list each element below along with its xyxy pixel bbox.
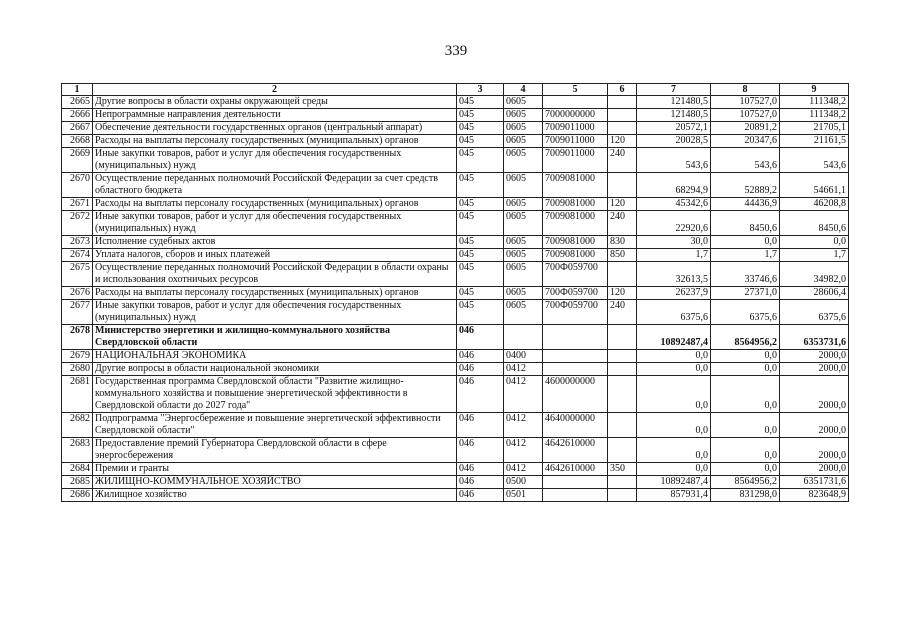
table-row — [62, 262, 849, 287]
code-type-cell — [608, 476, 637, 489]
code-target-cell: 7009011000 — [543, 148, 608, 173]
code-target-cell: 7009081000 — [543, 249, 608, 262]
amount-year3-cell: 2000,0 — [780, 376, 849, 413]
row-number-cell: 2676 — [62, 287, 93, 300]
code-type-cell: 120 — [608, 198, 637, 211]
code-section-cell: 0605 — [504, 122, 543, 135]
row-name-cell: Исполнение судебных актов — [93, 236, 457, 249]
row-number-cell: 2672 — [62, 211, 93, 236]
amount-year2-cell: 8564956,2 — [711, 476, 780, 489]
row-name-cell: Расходы на выплаты персоналу государственных (муниципальных) органов — [93, 135, 457, 148]
table-row — [62, 211, 849, 236]
row-number-cell: 2684 — [62, 463, 93, 476]
amount-year3-cell: 2000,0 — [780, 413, 849, 438]
code-type-cell — [608, 413, 637, 438]
row-name-cell: Государственная программа Свердловской области "Развитие жилищно-коммунального хозяйства и повышение энергетической эффективности в Свердловской области до 2027 года" — [93, 376, 457, 413]
code-section-cell: 0605 — [504, 173, 543, 198]
table-row — [62, 325, 849, 350]
row-number-cell: 2683 — [62, 438, 93, 463]
row-name-cell: Другие вопросы в области национальной экономики — [93, 363, 457, 376]
code-admin-cell: 046 — [457, 476, 504, 489]
amount-year3-cell: 823648,9 — [780, 489, 849, 502]
amount-year1-cell: 857931,4 — [637, 489, 711, 502]
row-name-cell: Иные закупки товаров, работ и услуг для обеспечения государственных (муниципальных) нужд — [93, 300, 457, 325]
header-cell: 6 — [608, 84, 637, 96]
amount-year3-cell: 1,7 — [780, 249, 849, 262]
row-name-cell: Осуществление переданных полномочий Российской Федерации за счет средств областного бюджета — [93, 173, 457, 198]
table-row — [62, 135, 849, 148]
table-row — [62, 350, 849, 363]
code-admin-cell: 046 — [457, 438, 504, 463]
table-body — [62, 96, 849, 502]
amount-year1-cell: 68294,9 — [637, 173, 711, 198]
code-admin-cell: 046 — [457, 413, 504, 438]
code-section-cell: 0605 — [504, 198, 543, 211]
code-admin-cell: 045 — [457, 148, 504, 173]
code-target-cell: 4642610000 — [543, 438, 608, 463]
code-type-cell — [608, 262, 637, 287]
amount-year1-cell: 0,0 — [637, 350, 711, 363]
code-type-cell: 350 — [608, 463, 637, 476]
code-section-cell: 0501 — [504, 489, 543, 502]
amount-year2-cell: 0,0 — [711, 413, 780, 438]
amount-year3-cell: 54661,1 — [780, 173, 849, 198]
amount-year1-cell: 543,6 — [637, 148, 711, 173]
code-type-cell: 240 — [608, 300, 637, 325]
table-row — [62, 476, 849, 489]
row-name-cell: Иные закупки товаров, работ и услуг для обеспечения государственных (муниципальных) нужд — [93, 148, 457, 173]
row-number-cell: 2675 — [62, 262, 93, 287]
table-row — [62, 489, 849, 502]
row-number-cell: 2671 — [62, 198, 93, 211]
code-type-cell — [608, 173, 637, 198]
table-row — [62, 438, 849, 463]
amount-year3-cell: 28606,4 — [780, 287, 849, 300]
table-row — [62, 376, 849, 413]
code-target-cell: 700Ф059700 — [543, 300, 608, 325]
amount-year2-cell: 831298,0 — [711, 489, 780, 502]
amount-year1-cell: 0,0 — [637, 438, 711, 463]
amount-year2-cell: 0,0 — [711, 463, 780, 476]
code-target-cell: 4640000000 — [543, 413, 608, 438]
amount-year1-cell: 6375,6 — [637, 300, 711, 325]
code-section-cell: 0605 — [504, 109, 543, 122]
code-admin-cell: 045 — [457, 198, 504, 211]
table-row — [62, 109, 849, 122]
row-name-cell: НАЦИОНАЛЬНАЯ ЭКОНОМИКА — [93, 350, 457, 363]
code-type-cell — [608, 122, 637, 135]
amount-year1-cell: 22920,6 — [637, 211, 711, 236]
code-admin-cell: 045 — [457, 249, 504, 262]
code-section-cell: 0605 — [504, 300, 543, 325]
amount-year2-cell: 0,0 — [711, 438, 780, 463]
row-number-cell: 2665 — [62, 96, 93, 109]
amount-year1-cell: 10892487,4 — [637, 325, 711, 350]
code-admin-cell: 045 — [457, 262, 504, 287]
row-number-cell: 2685 — [62, 476, 93, 489]
amount-year2-cell: 107527,0 — [711, 96, 780, 109]
code-admin-cell: 046 — [457, 489, 504, 502]
table-row — [62, 463, 849, 476]
code-admin-cell: 046 — [457, 463, 504, 476]
row-number-cell: 2670 — [62, 173, 93, 198]
row-number-cell: 2678 — [62, 325, 93, 350]
code-type-cell: 830 — [608, 236, 637, 249]
code-section-cell: 0605 — [504, 96, 543, 109]
code-type-cell — [608, 363, 637, 376]
row-number-cell: 2669 — [62, 148, 93, 173]
amount-year3-cell: 543,6 — [780, 148, 849, 173]
header-cell: 9 — [780, 84, 849, 96]
code-target-cell: 4642610000 — [543, 463, 608, 476]
code-type-cell: 120 — [608, 135, 637, 148]
code-type-cell: 240 — [608, 148, 637, 173]
amount-year2-cell: 8564956,2 — [711, 325, 780, 350]
code-type-cell: 850 — [608, 249, 637, 262]
header-cell: 3 — [457, 84, 504, 96]
amount-year3-cell: 2000,0 — [780, 463, 849, 476]
row-name-cell: Расходы на выплаты персоналу государственных (муниципальных) органов — [93, 287, 457, 300]
code-admin-cell: 046 — [457, 376, 504, 413]
amount-year1-cell: 0,0 — [637, 413, 711, 438]
table-row — [62, 300, 849, 325]
amount-year3-cell: 2000,0 — [780, 350, 849, 363]
amount-year1-cell: 45342,6 — [637, 198, 711, 211]
code-target-cell: 4600000000 — [543, 376, 608, 413]
amount-year1-cell: 0,0 — [637, 463, 711, 476]
table-row — [62, 122, 849, 135]
table-row — [62, 413, 849, 438]
amount-year2-cell: 52889,2 — [711, 173, 780, 198]
budget-table — [61, 83, 849, 502]
row-name-cell: Министерство энергетики и жилищно-коммунального хозяйства Свердловской области — [93, 325, 457, 350]
code-section-cell: 0605 — [504, 262, 543, 287]
code-target-cell: 7009081000 — [543, 211, 608, 236]
code-section-cell: 0605 — [504, 236, 543, 249]
code-admin-cell: 045 — [457, 109, 504, 122]
amount-year3-cell: 111348,2 — [780, 109, 849, 122]
header-cell: 1 — [62, 84, 93, 96]
row-name-cell: Премии и гранты — [93, 463, 457, 476]
amount-year1-cell: 32613,5 — [637, 262, 711, 287]
table-row — [62, 249, 849, 262]
code-target-cell: 7009081000 — [543, 236, 608, 249]
row-name-cell: Уплата налогов, сборов и иных платежей — [93, 249, 457, 262]
code-section-cell: 0605 — [504, 135, 543, 148]
amount-year1-cell: 0,0 — [637, 363, 711, 376]
table-row — [62, 198, 849, 211]
row-number-cell: 2677 — [62, 300, 93, 325]
amount-year1-cell: 121480,5 — [637, 96, 711, 109]
code-target-cell: 7000000000 — [543, 109, 608, 122]
table-row — [62, 173, 849, 198]
row-number-cell: 2686 — [62, 489, 93, 502]
table-row — [62, 236, 849, 249]
amount-year2-cell: 543,6 — [711, 148, 780, 173]
code-target-cell — [543, 96, 608, 109]
code-admin-cell: 046 — [457, 325, 504, 350]
amount-year1-cell: 26237,9 — [637, 287, 711, 300]
amount-year2-cell: 8450,6 — [711, 211, 780, 236]
code-target-cell: 700Ф059700 — [543, 262, 608, 287]
amount-year2-cell: 33746,6 — [711, 262, 780, 287]
amount-year1-cell: 20572,1 — [637, 122, 711, 135]
code-admin-cell: 045 — [457, 300, 504, 325]
code-section-cell: 0412 — [504, 363, 543, 376]
row-name-cell: Жилищное хозяйство — [93, 489, 457, 502]
code-admin-cell: 045 — [457, 135, 504, 148]
row-number-cell: 2667 — [62, 122, 93, 135]
code-target-cell: 700Ф059700 — [543, 287, 608, 300]
code-target-cell: 7009081000 — [543, 198, 608, 211]
amount-year2-cell: 20347,6 — [711, 135, 780, 148]
code-admin-cell: 045 — [457, 236, 504, 249]
amount-year1-cell: 20028,5 — [637, 135, 711, 148]
code-admin-cell: 046 — [457, 363, 504, 376]
code-target-cell: 7009081000 — [543, 173, 608, 198]
code-target-cell — [543, 363, 608, 376]
amount-year2-cell: 0,0 — [711, 376, 780, 413]
code-target-cell: 7009011000 — [543, 135, 608, 148]
amount-year3-cell: 6353731,6 — [780, 325, 849, 350]
amount-year2-cell: 20891,2 — [711, 122, 780, 135]
code-target-cell — [543, 350, 608, 363]
code-section-cell: 0412 — [504, 413, 543, 438]
row-name-cell: Предоставление премий Губернатора Свердловской области в сфере энергосбережения — [93, 438, 457, 463]
row-name-cell: Иные закупки товаров, работ и услуг для обеспечения государственных (муниципальных) нужд — [93, 211, 457, 236]
amount-year1-cell: 10892487,4 — [637, 476, 711, 489]
row-number-cell: 2680 — [62, 363, 93, 376]
amount-year2-cell: 44436,9 — [711, 198, 780, 211]
code-type-cell — [608, 350, 637, 363]
amount-year3-cell: 34982,0 — [780, 262, 849, 287]
amount-year2-cell: 0,0 — [711, 363, 780, 376]
amount-year3-cell: 6375,6 — [780, 300, 849, 325]
code-section-cell: 0605 — [504, 287, 543, 300]
code-section-cell: 0605 — [504, 148, 543, 173]
amount-year3-cell: 21161,5 — [780, 135, 849, 148]
table-row — [62, 287, 849, 300]
amount-year1-cell: 0,0 — [637, 376, 711, 413]
code-section-cell: 0605 — [504, 211, 543, 236]
amount-year2-cell: 107527,0 — [711, 109, 780, 122]
row-name-cell: Расходы на выплаты персоналу государственных (муниципальных) органов — [93, 198, 457, 211]
amount-year1-cell: 121480,5 — [637, 109, 711, 122]
row-name-cell: Другие вопросы в области охраны окружающей среды — [93, 96, 457, 109]
amount-year3-cell: 0,0 — [780, 236, 849, 249]
code-section-cell — [504, 325, 543, 350]
code-type-cell — [608, 376, 637, 413]
code-admin-cell: 045 — [457, 122, 504, 135]
row-name-cell: ЖИЛИЩНО-КОММУНАЛЬНОЕ ХОЗЯЙСТВО — [93, 476, 457, 489]
header-cell: 7 — [637, 84, 711, 96]
amount-year3-cell: 2000,0 — [780, 438, 849, 463]
amount-year2-cell: 1,7 — [711, 249, 780, 262]
code-section-cell: 0412 — [504, 463, 543, 476]
row-number-cell: 2666 — [62, 109, 93, 122]
amount-year1-cell: 30,0 — [637, 236, 711, 249]
code-target-cell — [543, 325, 608, 350]
amount-year2-cell: 0,0 — [711, 350, 780, 363]
code-type-cell — [608, 438, 637, 463]
code-type-cell — [608, 96, 637, 109]
amount-year3-cell: 111348,2 — [780, 96, 849, 109]
page-number: 339 — [444, 43, 468, 59]
code-admin-cell: 045 — [457, 173, 504, 198]
code-target-cell: 7009011000 — [543, 122, 608, 135]
code-type-cell — [608, 325, 637, 350]
row-name-cell: Непрограммные направления деятельности — [93, 109, 457, 122]
code-section-cell: 0400 — [504, 350, 543, 363]
row-name-cell: Осуществление переданных полномочий Российской Федерации в области охраны и использования охотничьих ресурсов — [93, 262, 457, 287]
amount-year2-cell: 27371,0 — [711, 287, 780, 300]
amount-year3-cell: 46208,8 — [780, 198, 849, 211]
code-section-cell: 0500 — [504, 476, 543, 489]
header-cell: 5 — [543, 84, 608, 96]
table-row — [62, 148, 849, 173]
header-cell: 8 — [711, 84, 780, 96]
row-number-cell: 2679 — [62, 350, 93, 363]
row-number-cell: 2674 — [62, 249, 93, 262]
code-type-cell — [608, 489, 637, 502]
code-section-cell: 0412 — [504, 376, 543, 413]
header-cell: 2 — [93, 84, 457, 96]
code-admin-cell: 045 — [457, 287, 504, 300]
table-row — [62, 96, 849, 109]
row-number-cell: 2682 — [62, 413, 93, 438]
table-row — [62, 363, 849, 376]
code-section-cell: 0605 — [504, 249, 543, 262]
code-type-cell: 120 — [608, 287, 637, 300]
row-number-cell: 2668 — [62, 135, 93, 148]
code-admin-cell: 046 — [457, 350, 504, 363]
amount-year2-cell: 6375,6 — [711, 300, 780, 325]
amount-year3-cell: 6351731,6 — [780, 476, 849, 489]
amount-year3-cell: 8450,6 — [780, 211, 849, 236]
amount-year2-cell: 0,0 — [711, 236, 780, 249]
row-name-cell: Подпрограмма "Энергосбережение и повышение энергетической эффективности Свердловской области" — [93, 413, 457, 438]
code-target-cell — [543, 476, 608, 489]
row-number-cell: 2673 — [62, 236, 93, 249]
code-target-cell — [543, 489, 608, 502]
row-number-cell: 2681 — [62, 376, 93, 413]
amount-year3-cell: 2000,0 — [780, 363, 849, 376]
amount-year1-cell: 1,7 — [637, 249, 711, 262]
amount-year3-cell: 21705,1 — [780, 122, 849, 135]
code-admin-cell: 045 — [457, 211, 504, 236]
code-type-cell — [608, 109, 637, 122]
code-admin-cell: 045 — [457, 96, 504, 109]
header-cell: 4 — [504, 84, 543, 96]
row-name-cell: Обеспечение деятельности государственных органов (центральный аппарат) — [93, 122, 457, 135]
code-section-cell: 0412 — [504, 438, 543, 463]
table-header-row — [62, 84, 849, 96]
code-type-cell: 240 — [608, 211, 637, 236]
